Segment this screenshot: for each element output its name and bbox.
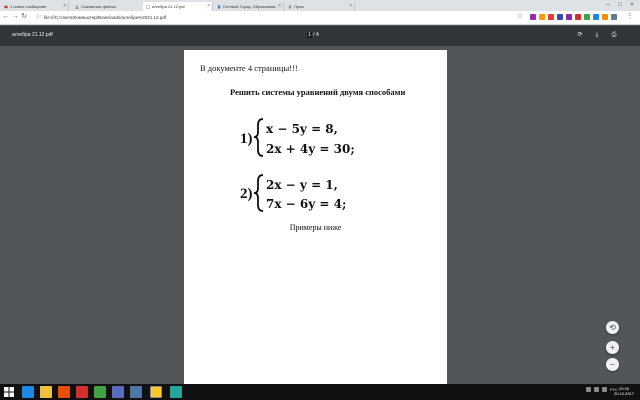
print-icon[interactable]: ⎙ <box>611 32 617 38</box>
extension-icon[interactable] <box>539 14 545 20</box>
zoom-in-button[interactable]: + <box>606 341 619 354</box>
equation-line: 7x − 6y = 4; <box>266 197 347 211</box>
tab-pdf[interactable] <box>143 2 213 11</box>
extension-icon[interactable] <box>566 14 572 20</box>
menu-icon[interactable]: ⋮ <box>626 13 634 20</box>
brace-icon <box>254 175 263 211</box>
page-indicator <box>307 32 319 38</box>
window-controls <box>602 0 638 10</box>
extension-icon[interactable] <box>557 14 563 20</box>
ie-app-icon[interactable] <box>22 386 34 398</box>
tab-label: 1 новое сообщение <box>10 4 47 9</box>
tab-mail[interactable] <box>1 2 69 11</box>
rotate-icon[interactable]: ⟳ <box>577 32 583 38</box>
explorer-app-icon[interactable] <box>40 386 52 398</box>
address-bar[interactable] <box>34 13 514 22</box>
current-page-input[interactable]: 1 <box>308 32 311 38</box>
examples-note: Примеры ниже <box>289 223 342 232</box>
extension-icon[interactable] <box>575 14 581 20</box>
chrome-app-icon[interactable] <box>150 386 162 398</box>
task-heading: Решить системы уравнений двумя способами <box>230 87 406 97</box>
fit-page-button[interactable]: ⟲ <box>606 321 619 334</box>
clock[interactable] <box>614 386 634 396</box>
app-icon[interactable] <box>170 386 182 398</box>
yandex-app-icon[interactable] <box>76 386 88 398</box>
page-note: В документе 4 страницы!!! <box>200 63 298 73</box>
back-button[interactable]: ← <box>2 13 10 20</box>
minimize-button[interactable]: – <box>606 2 610 8</box>
tab-pools[interactable] <box>285 2 355 11</box>
extension-icon[interactable] <box>584 14 590 20</box>
extension-icon[interactable] <box>611 14 617 20</box>
tab-label: Сетевой Город. Образовани... <box>223 4 279 9</box>
app-icon[interactable] <box>112 386 124 398</box>
system-number: 1) <box>240 131 253 147</box>
pdf-title: алгебра 21.12.pdf <box>12 32 53 38</box>
tab-label: Скачанные файлы <box>81 4 116 9</box>
volume-icon[interactable] <box>602 387 607 392</box>
download-icon[interactable]: ⤓ <box>595 32 599 38</box>
maximize-button[interactable]: □ <box>618 2 622 8</box>
tab-network-city[interactable] <box>214 2 284 11</box>
extension-icon[interactable] <box>602 14 608 20</box>
download-icon <box>75 5 79 9</box>
close-icon[interactable]: × <box>63 3 66 9</box>
tab-strip <box>0 0 640 11</box>
close-window-button[interactable]: × <box>630 2 634 8</box>
total-pages: 4 <box>315 32 319 38</box>
equation-line: 2x − y = 1, <box>266 178 338 192</box>
brace-icon <box>254 119 263 156</box>
taskbar <box>0 384 640 400</box>
close-icon[interactable]: × <box>278 3 281 9</box>
address-text: file:///C:/Users/Компьютер/Downloads/алгебра%2021.12.pdf <box>44 15 167 20</box>
page-icon <box>217 5 221 9</box>
language-indicator[interactable]: РУС <box>609 387 618 392</box>
vk-app-icon[interactable] <box>130 386 142 398</box>
pdf-toolbar <box>0 26 640 46</box>
page-icon <box>288 5 292 9</box>
tab-label: алгебра 21.12.pdf <box>152 4 185 9</box>
equation-system-2 <box>224 170 374 216</box>
star-icon[interactable]: ☆ <box>516 13 524 20</box>
extension-icon[interactable] <box>548 14 554 20</box>
app-icon[interactable] <box>94 386 106 398</box>
pdf-icon <box>146 5 150 9</box>
zoom-out-button[interactable]: − <box>606 358 619 371</box>
browser-toolbar <box>0 11 640 25</box>
equation-line: x − 5y = 8, <box>266 122 338 136</box>
close-icon[interactable]: × <box>207 3 210 9</box>
mail-icon <box>4 5 8 9</box>
reload-button[interactable]: ↻ <box>21 13 27 20</box>
clock-time: 20:26 <box>618 386 629 391</box>
equation-system-1 <box>224 113 400 161</box>
forward-button[interactable]: → <box>11 13 19 20</box>
tray-icon[interactable] <box>586 387 591 392</box>
network-icon[interactable] <box>594 387 599 392</box>
page-separator: / <box>313 32 315 38</box>
tab-downloads[interactable] <box>72 2 154 11</box>
extension-icon[interactable] <box>593 14 599 20</box>
media-app-icon[interactable] <box>58 386 70 398</box>
extension-icon[interactable] <box>530 14 536 20</box>
system-number: 2) <box>240 186 253 202</box>
info-icon[interactable]: ⓘ <box>36 14 42 20</box>
equation-line: 2x + 4y = 30; <box>266 142 355 156</box>
windows-start-icon[interactable] <box>4 387 14 397</box>
close-icon[interactable]: × <box>349 3 352 9</box>
clock-date: 20.12.2017 <box>613 391 634 396</box>
pdf-page <box>184 50 447 384</box>
tab-label: Пулы <box>294 4 304 9</box>
